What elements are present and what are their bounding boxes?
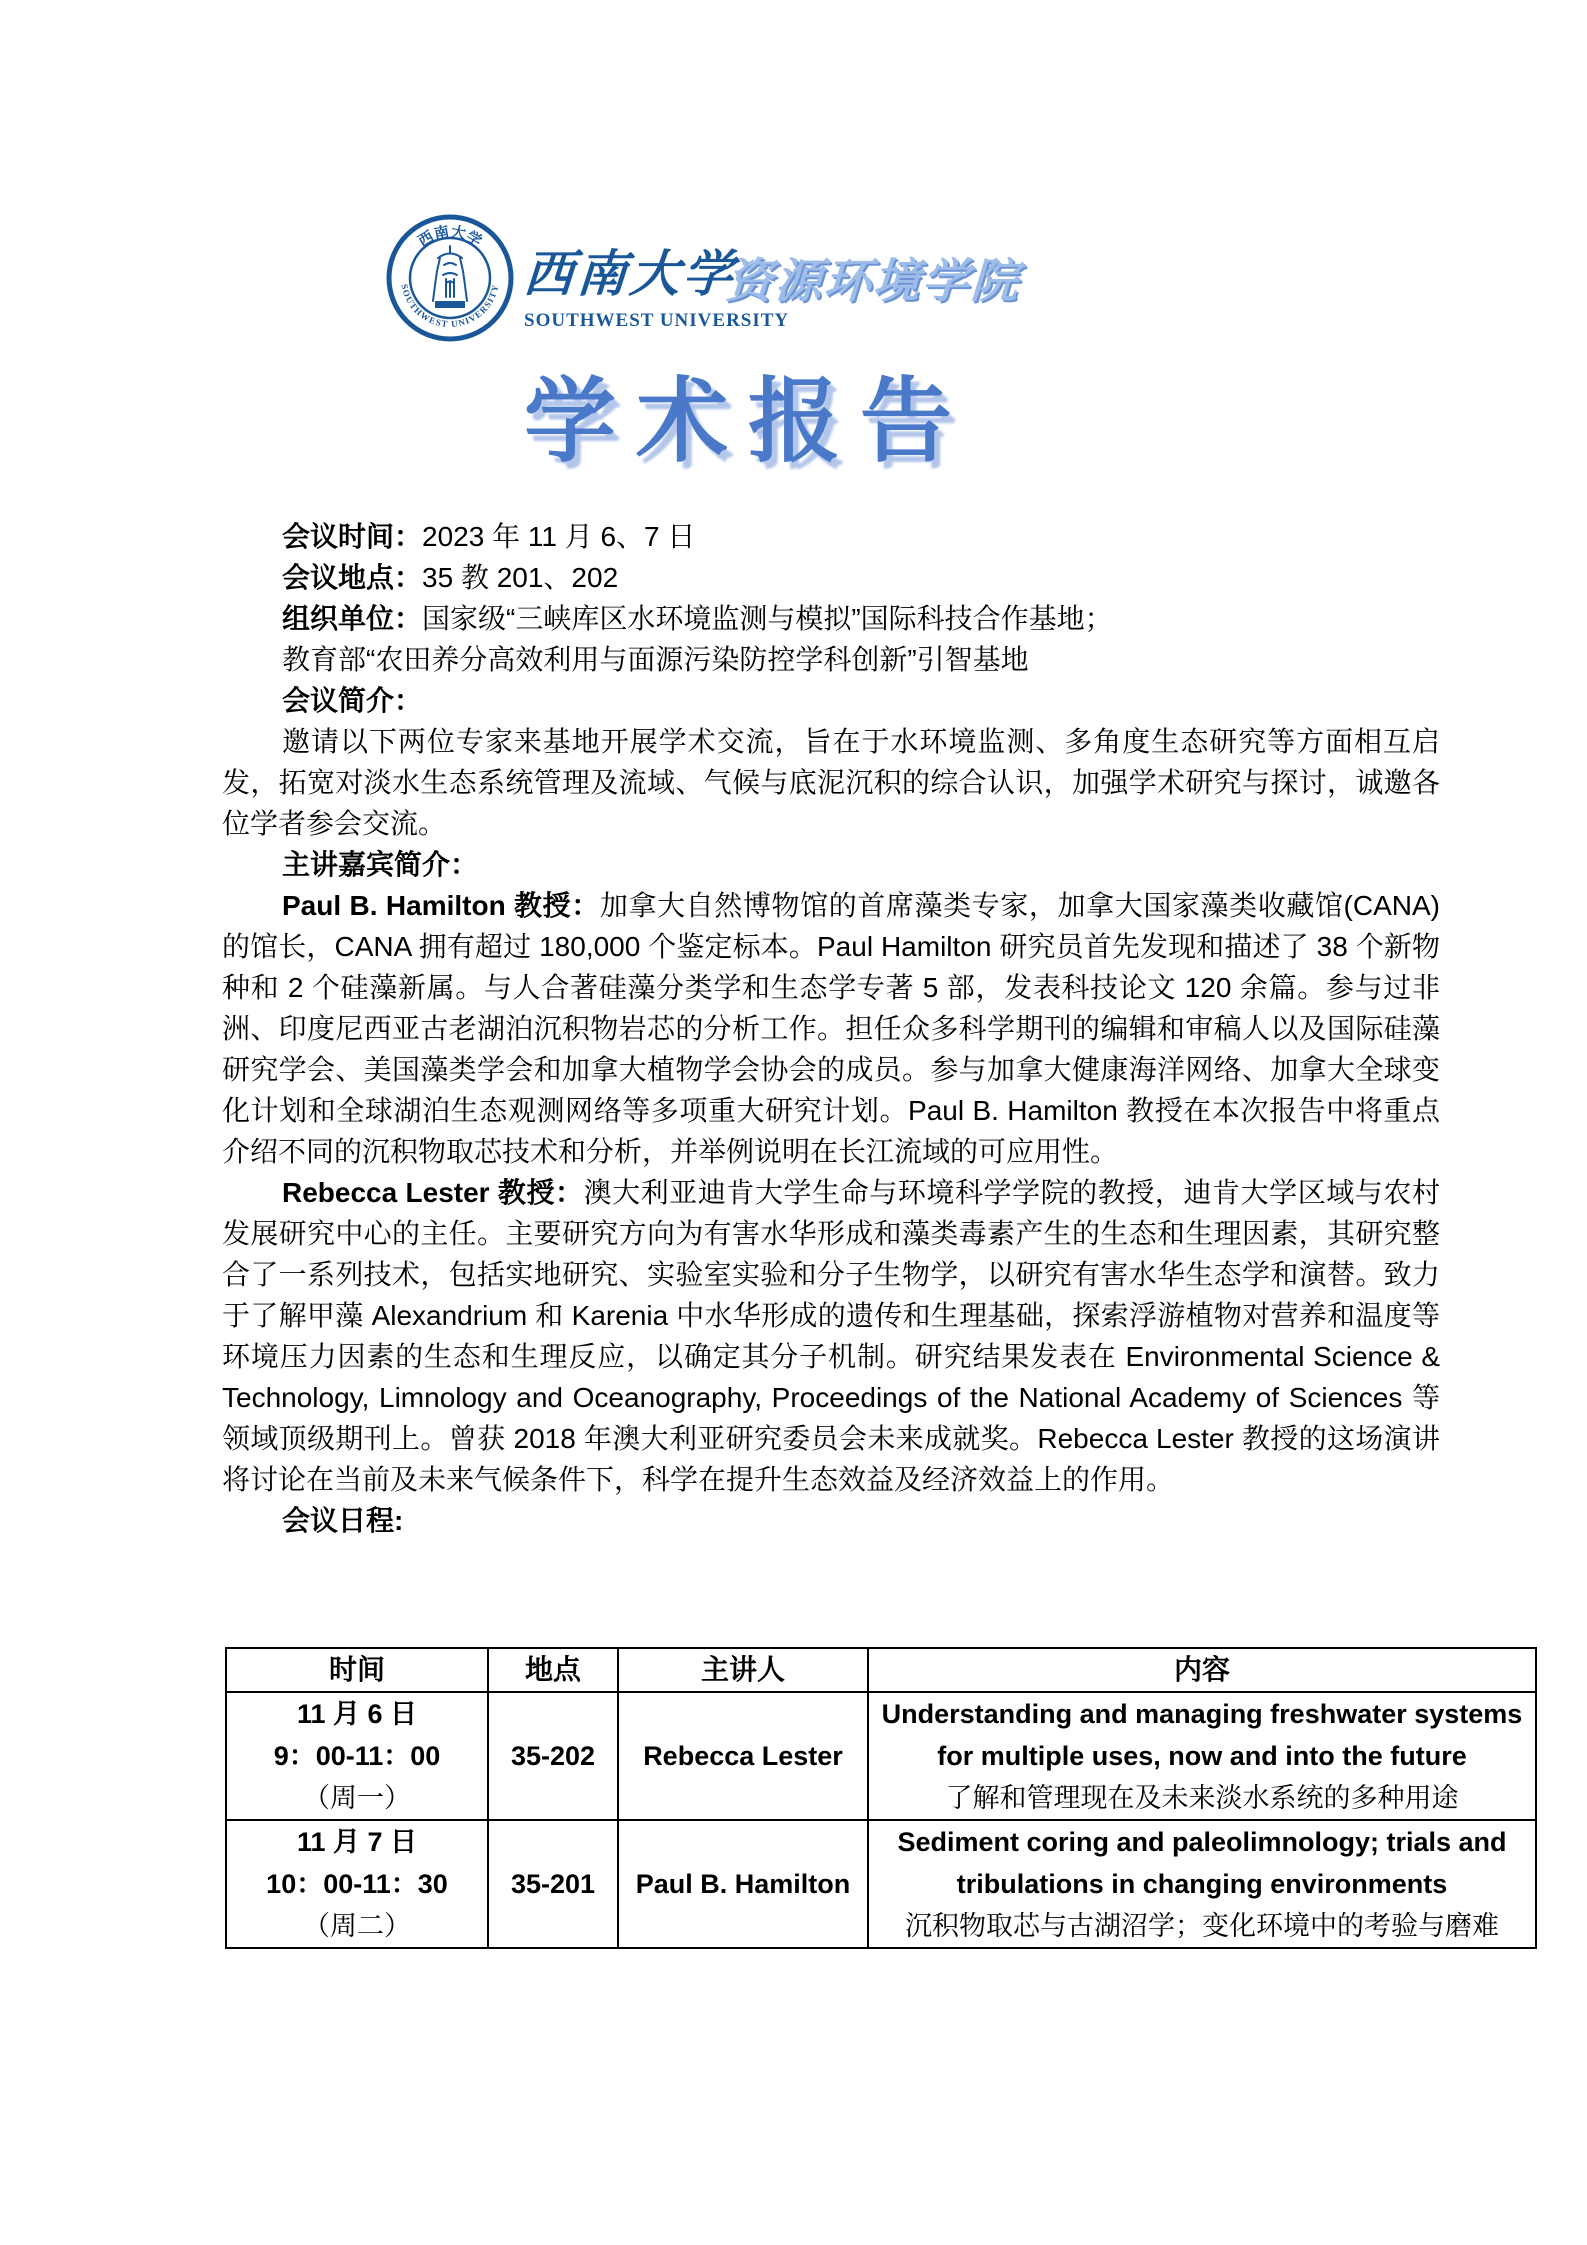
organizer-line [222, 598, 1440, 639]
document-body [222, 516, 1440, 1541]
seal-banner [435, 301, 465, 308]
column-header-time: 时间 [226, 1648, 488, 1692]
schedule-row-2 [226, 1820, 1536, 1948]
row1-speaker: Rebecca Lester [618, 1692, 868, 1820]
column-header-content: 内容 [868, 1648, 1536, 1692]
speakers-heading: 主讲嘉宾简介： [282, 849, 479, 880]
row1-time: 9：00-11：00 [273, 1741, 441, 1771]
organizer-value-2: 教育部“农田养分高效利用与面源污染防控学科创新”引智基地 [282, 644, 1029, 675]
university-seal-icon [385, 213, 515, 343]
organizer-label: 组织单位： [282, 603, 423, 634]
row1-title-cn: 了解和管理现在及未来淡水系统的多种用途 [945, 1783, 1459, 1813]
row2-room: 35-201 [488, 1820, 618, 1948]
row2-date: 11 月 7 日 [296, 1827, 418, 1857]
speaker-rebecca-lead: Rebecca Lester 教授： [282, 1177, 584, 1208]
speaker-rebecca-paragraph [222, 1172, 1440, 1500]
schedule-row-1 [226, 1692, 1536, 1820]
speaker-paul-bio: 加拿大自然博物馆的首席藻类专家，加拿大国家藻类收藏馆(CANA)的馆长，CANA 拥有超过 180,000 个鉴定标本。Paul Hamilton 研究员首先发现和描述了 38 个新物种和 2 个硅藻新属。与人合著硅藻分类学和生态学专著 5 部，发表科技论文 120 余篇。参与过非洲、印度尼西亚古老湖泊沉积物岩芯的分析工作。担任众多科学期刊的编辑和审稿人以及国际硅藻研究学会、美国藻类学会和加拿大植物学会协会的成员。参与加拿大健康海洋网络、加拿大全球变化计划和全球湖泊生态观测网络等多项重大研究计划。Paul B. Hamilton 教授在本次报告中将重点介绍不同的沉积物取芯技术和分析，并举例说明在长江流域的可应用性。 [222, 890, 1440, 1167]
meeting-time-value: 2023 年 11 月 6、7 日 [422, 521, 696, 552]
meeting-time-label: 会议时间： [282, 521, 423, 552]
university-name-cn: 西南大学 [521, 246, 738, 302]
university-name-en: SOUTHWEST UNIVERSITY [524, 310, 790, 331]
meeting-time-line [222, 516, 1440, 557]
speaker-rebecca-bio: 澳大利亚迪肯大学生命与环境科学学院的教授，迪肯大学区域与农村发展研究中心的主任。主要研究方向为有害水华形成和藻类毒素产生的生态和生理因素，其研究整合了一系列技术，包括实地研究、实验室实验和分子生物学，以研究有害水华生态学和演替。致力于了解甲藻 Alexandrium 和 Karenia 中水华形成的遗传和生理基础，探索浮游植物对营养和温度等环境压力因素的生态和生理反应，以确定其分子机制。研究结果发表在 Environmental Science & Technology, Limnology and Oceanography, Proceedings of the National Academy of Sciences 等领域顶级期刊上。曾获 2018 年澳大利亚研究委员会未来成就奖。Rebecca Lester 教授的这场演讲将讨论在当前及未来气候条件下，科学在提升生态效益及经济效益上的作用。 [222, 1177, 1440, 1495]
meeting-venue-label: 会议地点： [282, 562, 423, 593]
schedule-header-row [226, 1648, 1536, 1692]
schedule-table [225, 1647, 1537, 1949]
document-title: 学术报告 [524, 371, 973, 473]
row2-time-cell [226, 1820, 488, 1948]
row1-date: 11 月 6 日 [296, 1699, 418, 1729]
meeting-venue-line [222, 557, 1440, 598]
row1-weekday: （周一） [303, 1783, 411, 1813]
seal-tower-icon [433, 246, 467, 301]
row2-content-cell [868, 1820, 1536, 1948]
seal-bottom-text: SOUTHWEST UNIVERSITY [399, 283, 501, 330]
row1-title-en: Understanding and managing freshwater systems for multiple uses, now and into the future [881, 1699, 1523, 1771]
row2-title-en: Sediment coring and paleolimnology; trials and tribulations in changing environments [897, 1827, 1507, 1899]
column-header-location: 地点 [488, 1648, 618, 1692]
speaker-paul-paragraph [222, 885, 1440, 1172]
row1-time-cell [226, 1692, 488, 1820]
organizer-line-2 [222, 639, 1440, 680]
schedule-heading: 会议日程: [282, 1505, 404, 1536]
college-name: 资源环境学院 [724, 256, 1022, 308]
row1-content-cell [868, 1692, 1536, 1820]
row1-room: 35-202 [488, 1692, 618, 1820]
row2-time: 10：00-11：30 [266, 1869, 448, 1899]
intro-heading: 会议简介： [282, 685, 423, 716]
seal-top-text: 西南大学 [415, 224, 485, 251]
organizer-value: 国家级“三峡库区水环境监测与模拟”国际科技合作基地； [422, 603, 1113, 634]
intro-paragraph: 邀请以下两位专家来基地开展学术交流，旨在于水环境监测、多角度生态研究等方面相互启发，拓宽对淡水生态系统管理及流域、气候与底泥沉积的综合认识，加强学术研究与探讨，诚邀各位学者参会交流。 [222, 726, 1440, 839]
meeting-venue-value: 35 教 201、202 [422, 562, 619, 593]
column-header-speaker: 主讲人 [618, 1648, 868, 1692]
row2-weekday: （周二） [303, 1911, 411, 1941]
speaker-paul-lead: Paul B. Hamilton 教授： [282, 890, 600, 921]
row2-speaker: Paul B. Hamilton [618, 1820, 868, 1948]
row2-title-cn: 沉积物取芯与古湖沼学；变化环境中的考验与磨难 [905, 1911, 1499, 1941]
